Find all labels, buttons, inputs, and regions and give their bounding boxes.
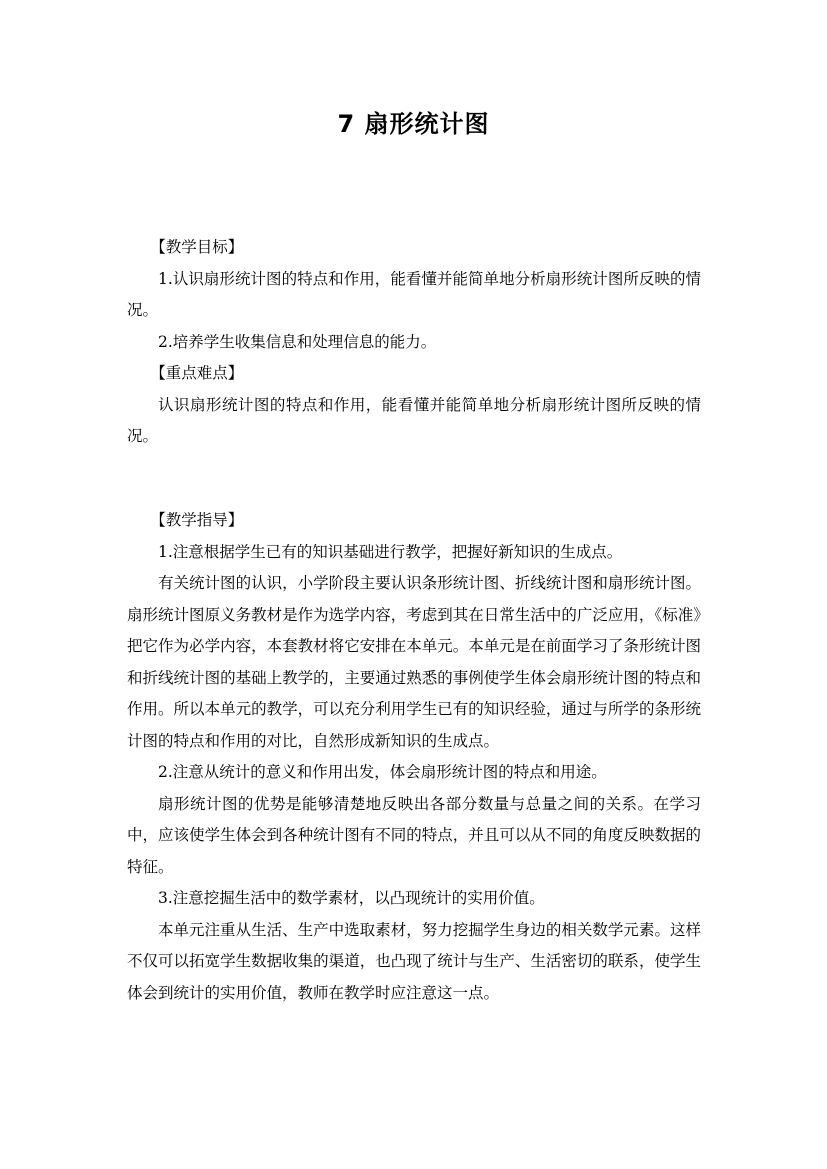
objective-item: 2.培养学生收集信息和处理信息的能力。 <box>158 332 437 351</box>
guidance-heading: 【教学指导】 <box>150 511 244 529</box>
guidance-paragraph: 3.注意挖掘生活中的数学素材，以凸现统计的实用价值。 <box>158 889 545 907</box>
guidance-paragraph: 1.注意根据学生已有的知识基础进行教学，把握好新知识的生成点。 <box>158 542 623 561</box>
key-points-heading: 【重点难点】 <box>150 364 244 382</box>
key-points-text: 认识扇形统计图的特点和作用，能看懂并能简单地分析扇形统计图所反映的情况。 <box>127 395 701 445</box>
guidance-paragraph: 本单元注重从生活、生产中选取素材，努力挖掘学生身边的相关数学元素。这样不仅可以拓宽学生数据收集的渠道，也凸现了统计与生产、生活密切的联系，使学生体会到统计的实用价值，教师在教学时应注意这一点。 <box>127 920 701 1002</box>
guidance-paragraph: 有关统计图的认识，小学阶段主要认识条形统计图、折线统计图和扇形统计图。扇形统计图原义务教材是作为选学内容，考虑到其在日常生活中的广泛应用，《标准》把它作为必学内容，本套教材将它安排在本单元。本单元是在前面学习了条形统计图和折线统计图的基础上教学的，主要通过熟悉的事例使学生体会扇形统计图的特点和作用。所以本单元的教学，可以充分利用学生已有的知识经验，通过与所学的条形统计图的特点和作用的对比，自然形成新知识的生成点。 <box>127 574 701 750</box>
section-objectives-and-key-points <box>127 232 701 453</box>
guidance-paragraph: 2.注意从统计的意义和作用出发，体会扇形统计图的特点和用途。 <box>158 763 607 781</box>
objective-item: 1.认识扇形统计图的特点和作用，能看懂并能简单地分析扇形统计图所反映的情况。 <box>127 269 701 319</box>
section-guidance <box>127 505 701 1009</box>
objectives-heading: 【教学目标】 <box>150 238 244 256</box>
guidance-paragraph: 扇形统计图的优势是能够清楚地反映出各部分数量与总量之间的关系。在学习中，应该使学生体会到各种统计图有不同的特点，并且可以从不同的角度反映数据的特征。 <box>127 794 701 876</box>
page-title: 7 扇形统计图 <box>337 110 490 138</box>
